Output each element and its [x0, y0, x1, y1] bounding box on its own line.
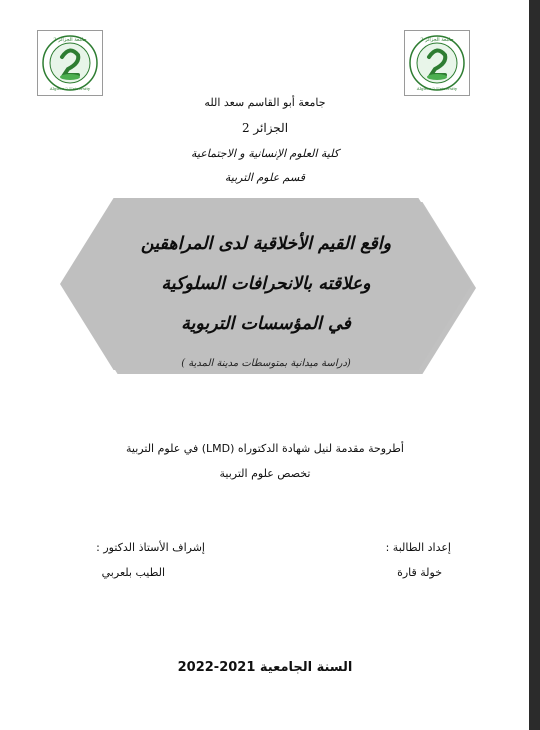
student-label: إعداد الطالبة :: [385, 541, 451, 554]
logo-arabic-text: جامعة الجزائر 2: [53, 37, 87, 43]
thesis-title-line-2: وعلاقته بالانحرافات السلوكية: [161, 274, 371, 294]
supervisor-label: إشراف الأستاذ الدكتور :: [96, 541, 205, 554]
logo-latin-text: Algiers 2 University: [49, 86, 91, 91]
faculty-name: كلية العلوم الإنسانية و الاجتماعية: [190, 147, 340, 160]
department-name: قسم علوم التربية: [224, 171, 306, 184]
university-logo-right: [404, 30, 470, 96]
scrollbar[interactable]: [529, 0, 540, 730]
thesis-specialty: تخصص علوم التربية: [219, 467, 311, 480]
thesis-title-line-3: في المؤسسات التربوية: [181, 314, 351, 334]
supervisor-name: الطيب بلعربي: [101, 566, 165, 579]
thesis-description: أطروحة مقدمة لنيل شهادة الدكتوراه (LMD) في علوم التربية: [126, 442, 404, 455]
logo-arabic-text: جامعة الجزائر 2: [420, 37, 454, 43]
student-name: خولة قارة: [397, 566, 442, 579]
university-name: جامعة أبو القاسم سعد الله: [204, 96, 326, 109]
university-logo-left: [37, 30, 103, 96]
university-logo-icon: [405, 31, 469, 95]
academic-year: السنة الجامعية 2021-2022: [177, 660, 353, 675]
logo-latin-text: Algiers 2 University: [416, 86, 458, 91]
university-city: الجزائر 2: [241, 121, 289, 135]
university-logo-icon: [38, 31, 102, 95]
thesis-title-line-1: واقع القيم الأخلاقية لدى المراهقين: [140, 234, 392, 254]
thesis-subtitle: (دراسة ميدانية بمتوسطات مدينة المدية ): [181, 358, 351, 369]
